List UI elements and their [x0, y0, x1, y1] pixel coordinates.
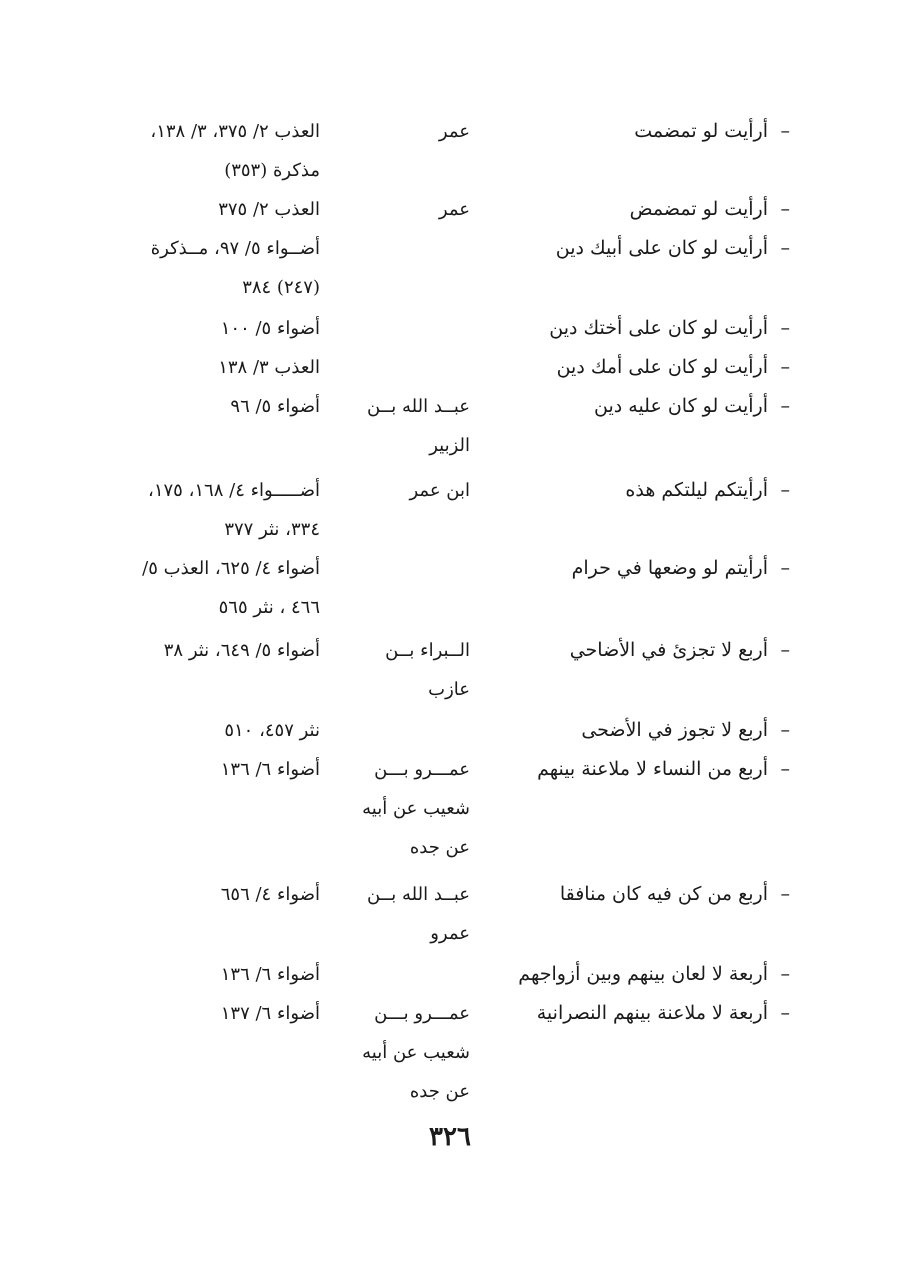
hadith-text-label: أرأيت لو تمضمض — [629, 198, 768, 220]
reference — [110, 229, 320, 307]
reference-line: العذب ٣/ ١٣٨ — [218, 357, 320, 378]
hadith-text — [490, 229, 790, 268]
hadith-text — [490, 112, 790, 151]
hadith-text — [490, 631, 790, 670]
narrator-line: شعيب عن أبيه — [362, 1042, 470, 1063]
reference-line: (٢٤٧) ٣٨٤ — [242, 277, 320, 298]
narrator-line: عمـــرو بـــن — [374, 1003, 470, 1024]
narrator — [320, 387, 470, 465]
reference — [110, 348, 320, 387]
narrator — [320, 875, 470, 953]
entry-dash: – — [780, 883, 790, 905]
index-entry — [110, 750, 790, 867]
hadith-text — [490, 309, 790, 348]
index-entry — [110, 549, 790, 627]
reference-line: أضواء ٤/ ٦٥٦ — [220, 884, 320, 905]
reference — [110, 955, 320, 994]
hadith-text-label: أرأيتم لو وضعها في حرام — [571, 557, 768, 579]
narrator — [320, 190, 470, 229]
hadith-text — [490, 875, 790, 914]
hadith-text — [490, 955, 790, 994]
reference — [110, 631, 320, 670]
narrator-line: الزبير — [429, 435, 470, 456]
hadith-text-label: أربع لا تجوز في الأضحى — [581, 719, 768, 741]
narrator — [320, 750, 470, 867]
narrator-line: شعيب عن أبيه — [362, 798, 470, 819]
reference-line: ٤٦٦ ، نثر ٥٦٥ — [218, 597, 320, 618]
reference — [110, 190, 320, 229]
reference-line: أضواء ٤/ ٦٢٥، العذب ٥/ — [142, 558, 320, 579]
index-entry — [110, 112, 790, 190]
entry-dash: – — [780, 758, 790, 780]
hadith-text-label: أربعة لا لعان بينهم وبين أزواجهم — [518, 963, 768, 985]
reference — [110, 309, 320, 348]
reference-line: العذب ٢/ ٣٧٥ — [218, 199, 320, 220]
index-entry — [110, 631, 790, 709]
index-entry — [110, 190, 790, 229]
hadith-text-label: أربع من النساء لا ملاعنة بينهم — [537, 758, 768, 780]
narrator-line: ابن عمر — [409, 480, 470, 501]
hadith-text — [490, 387, 790, 426]
index-entry — [110, 309, 790, 348]
reference-line: ٣٣٤، نثر ٣٧٧ — [224, 519, 320, 540]
hadith-text-label: أرأيت لو كان على أمك دين — [556, 356, 768, 378]
narrator — [320, 112, 470, 151]
reference-line: مذكرة (٣٥٣) — [224, 160, 320, 181]
reference-line: العذب ٢/ ٣٧٥، ٣/ ١٣٨، — [150, 121, 320, 142]
entry-dash: – — [780, 317, 790, 339]
narrator-line: الــبراء بــن — [385, 640, 470, 661]
narrator-line: عبــد الله بــن — [367, 884, 470, 905]
hadith-text-label: أرأيتكم ليلتكم هذه — [625, 479, 768, 501]
hadith-text-label: أربع لا تجزئ في الأضاحي — [569, 639, 768, 661]
hadith-text — [490, 750, 790, 789]
narrator-line: عمر — [438, 199, 470, 220]
narrator-line: عن جده — [409, 1081, 470, 1102]
narrator — [320, 994, 470, 1111]
entry-dash: – — [780, 719, 790, 741]
reference — [110, 387, 320, 426]
entry-dash: – — [780, 963, 790, 985]
hadith-text-label: أربع من كن فيه كان منافقا — [559, 883, 768, 905]
reference-line: أضـــــواء ٤/ ١٦٨، ١٧٥، — [148, 480, 320, 501]
index-entry — [110, 955, 790, 994]
hadith-text — [490, 549, 790, 588]
narrator-line: عمرو — [430, 923, 470, 944]
hadith-text — [490, 471, 790, 510]
entry-dash: – — [780, 1002, 790, 1024]
reference — [110, 549, 320, 627]
entry-dash: – — [780, 120, 790, 142]
hadith-text — [490, 711, 790, 750]
narrator — [320, 471, 470, 510]
reference — [110, 994, 320, 1033]
reference-line: أضواء ٦/ ١٣٦ — [220, 964, 320, 985]
reference — [110, 112, 320, 190]
index-entry — [110, 994, 790, 1111]
narrator-line: عمر — [438, 121, 470, 142]
index-entry — [110, 875, 790, 953]
index-entry — [110, 348, 790, 387]
hadith-text-label: أرأيت لو كان على أبيك دين — [555, 237, 768, 259]
entry-dash: – — [780, 479, 790, 501]
index-entry — [110, 229, 790, 307]
index-entry — [110, 711, 790, 750]
narrator-line: عبــد الله بــن — [367, 396, 470, 417]
reference-line: أضواء ٥/ ٩٦ — [230, 396, 320, 417]
reference-line: أضواء ٥/ ٦٤٩، نثر ٣٨ — [163, 640, 320, 661]
narrator-line: عازب — [428, 679, 470, 700]
hadith-text-label: أربعة لا ملاعنة بينهم النصرانية — [536, 1002, 768, 1024]
page-number: ٣٢٦ — [429, 1122, 471, 1152]
narrator-line: عن جده — [409, 837, 470, 858]
reference — [110, 875, 320, 914]
hadith-index-list — [110, 112, 790, 1111]
reference-line: أضواء ٥/ ١٠٠ — [220, 318, 320, 339]
reference-line: أضواء ٦/ ١٣٦ — [220, 759, 320, 780]
reference-line: نثر ٤٥٧، ٥١٠ — [224, 720, 320, 741]
index-entry — [110, 387, 790, 465]
reference — [110, 471, 320, 549]
entry-dash: – — [780, 198, 790, 220]
index-entry — [110, 471, 790, 549]
entry-dash: – — [780, 395, 790, 417]
hadith-text — [490, 994, 790, 1033]
entry-dash: – — [780, 639, 790, 661]
entry-dash: – — [780, 557, 790, 579]
hadith-text — [490, 348, 790, 387]
entry-dash: – — [780, 237, 790, 259]
reference-line: أضواء ٦/ ١٣٧ — [220, 1003, 320, 1024]
hadith-text-label: أرأيت لو كان على أختك دين — [549, 317, 768, 339]
hadith-text-label: أرأيت لو كان عليه دين — [594, 395, 768, 417]
reference-line: أضــواء ٥/ ٩٧، مــذكرة — [150, 238, 320, 259]
narrator-line: عمـــرو بـــن — [374, 759, 470, 780]
reference — [110, 750, 320, 789]
narrator — [320, 631, 470, 709]
hadith-text — [490, 190, 790, 229]
entry-dash: – — [780, 356, 790, 378]
hadith-text-label: أرأيت لو تمضمت — [634, 120, 768, 142]
reference — [110, 711, 320, 750]
